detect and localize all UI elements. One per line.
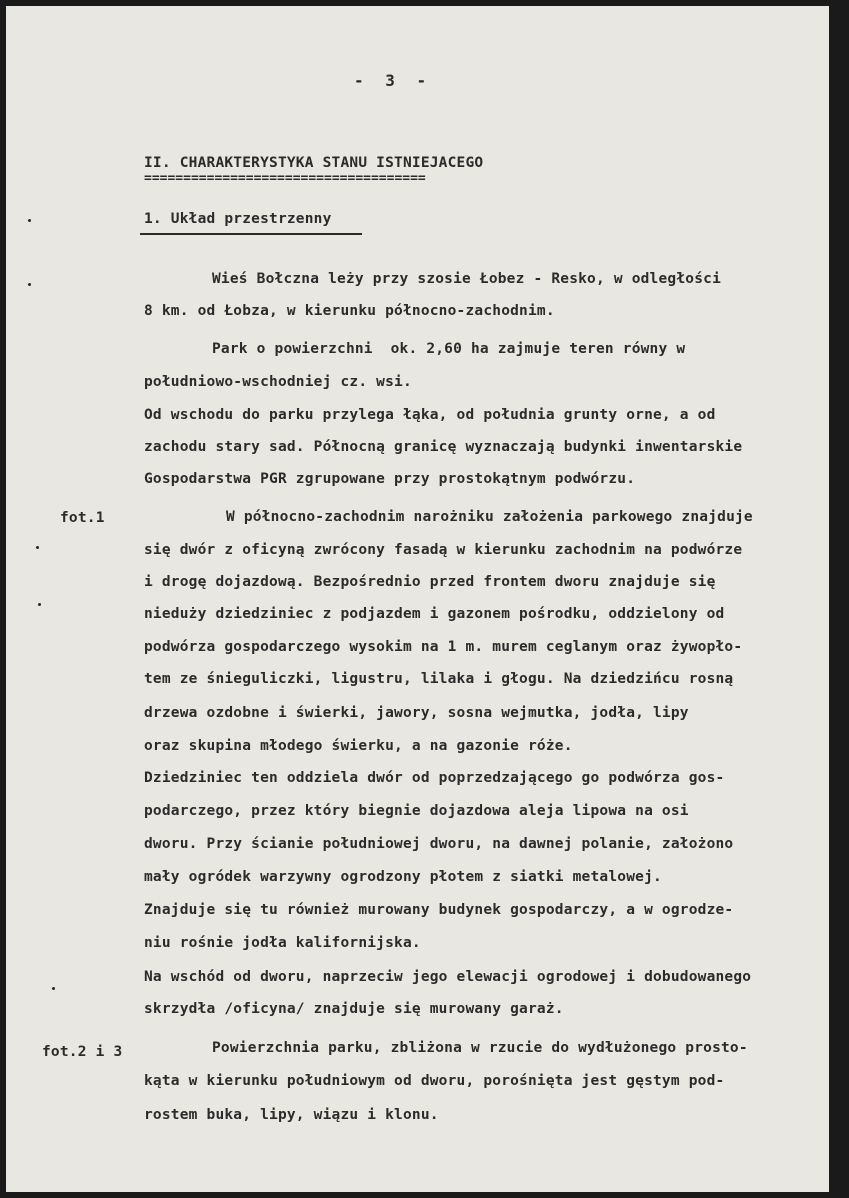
text-line: południowo-wschodniej cz. wsi. — [144, 374, 412, 390]
text-line: Znajduje się tu również murowany budynek gospodarczy, a w ogrodze- — [144, 902, 734, 918]
section-heading: II. CHARAKTERYSTYKA STANU ISTNIEJACEGO — [144, 155, 484, 171]
text-line: zachodu stary sad. Północną granicę wyznaczają budynki inwentarskie — [144, 439, 743, 455]
margin-mark — [38, 603, 41, 606]
text-line: podwórza gospodarczego wysokim na 1 m. murem ceglanym oraz żywopło- — [144, 639, 743, 655]
text-line: rostem buka, lipy, wiązu i klonu. — [144, 1107, 439, 1123]
text-line: Gospodarstwa PGR zgrupowane przy prostokątnym podwórzu. — [144, 471, 636, 487]
text-line: oraz skupina młodego świerku, a na gazonie róże. — [144, 738, 573, 754]
text-line: Od wschodu do parku przylega łąka, od południa grunty orne, a od — [144, 407, 716, 423]
text-line: i drogę dojazdową. Bezpośrednio przed frontem dworu znajduje się — [144, 574, 716, 590]
text-line: się dwór z oficyną zwrócony fasadą w kierunku zachodnim na podwórze — [144, 542, 743, 558]
text-line: nieduży dziedziniec z podjazdem i gazonem pośrodku, oddzielony od — [144, 606, 725, 622]
margin-mark — [36, 546, 39, 549]
text-line: Wieś Bołczna leży przy szosie Łobez - Resko, w odległości — [212, 271, 721, 287]
text-line: Na wschód od dworu, naprzeciw jego elewacji ogrodowej i dobudowanego — [144, 969, 752, 985]
margin-mark — [28, 219, 31, 222]
margin-note-fot-2-i-3: fot.2 i 3 — [42, 1044, 123, 1060]
section-heading-underline: ==================================== — [144, 171, 426, 186]
text-line: podarczego, przez który biegnie dojazdowa aleja lipowa na osi — [144, 803, 689, 819]
text-line: mały ogródek warzywny ogrodzony płotem z siatki metalowej. — [144, 869, 662, 885]
document-page — [6, 6, 829, 1192]
text-line: Powierzchnia parku, zbliżona w rzucie do wydłużonego prosto- — [212, 1040, 748, 1056]
text-line: Park o powierzchni ok. 2,60 ha zajmuje teren równy w — [212, 341, 686, 357]
subsection-title-underline — [140, 233, 362, 235]
margin-mark — [28, 283, 31, 286]
margin-note-fot-1: fot.1 — [60, 510, 105, 526]
margin-mark — [52, 987, 55, 990]
text-line: kąta w kierunku południowym od dworu, porośnięta jest gęstym pod- — [144, 1073, 725, 1089]
text-line: skrzydła /oficyna/ znajduje się murowany garaż. — [144, 1001, 564, 1017]
text-line: Dziedziniec ten oddziela dwór od poprzedzającego go podwórza gos- — [144, 770, 725, 786]
page-number: - 3 - — [354, 71, 433, 90]
text-line: dworu. Przy ścianie południowej dworu, na dawnej polanie, założono — [144, 836, 734, 852]
text-line: tem ze śnieguliczki, ligustru, lilaka i głogu. Na dziedzińcu rosną — [144, 671, 734, 687]
text-line: drzewa ozdobne i świerki, jawory, sosna wejmutka, jodła, lipy — [144, 705, 689, 721]
text-line: 8 km. od Łobza, w kierunku północno-zachodnim. — [144, 303, 555, 319]
text-line: W północno-zachodnim narożniku założenia parkowego znajduje — [226, 509, 753, 525]
text-line: niu rośnie jodła kalifornijska. — [144, 935, 421, 951]
subsection-title: 1. Układ przestrzenny — [144, 211, 332, 227]
